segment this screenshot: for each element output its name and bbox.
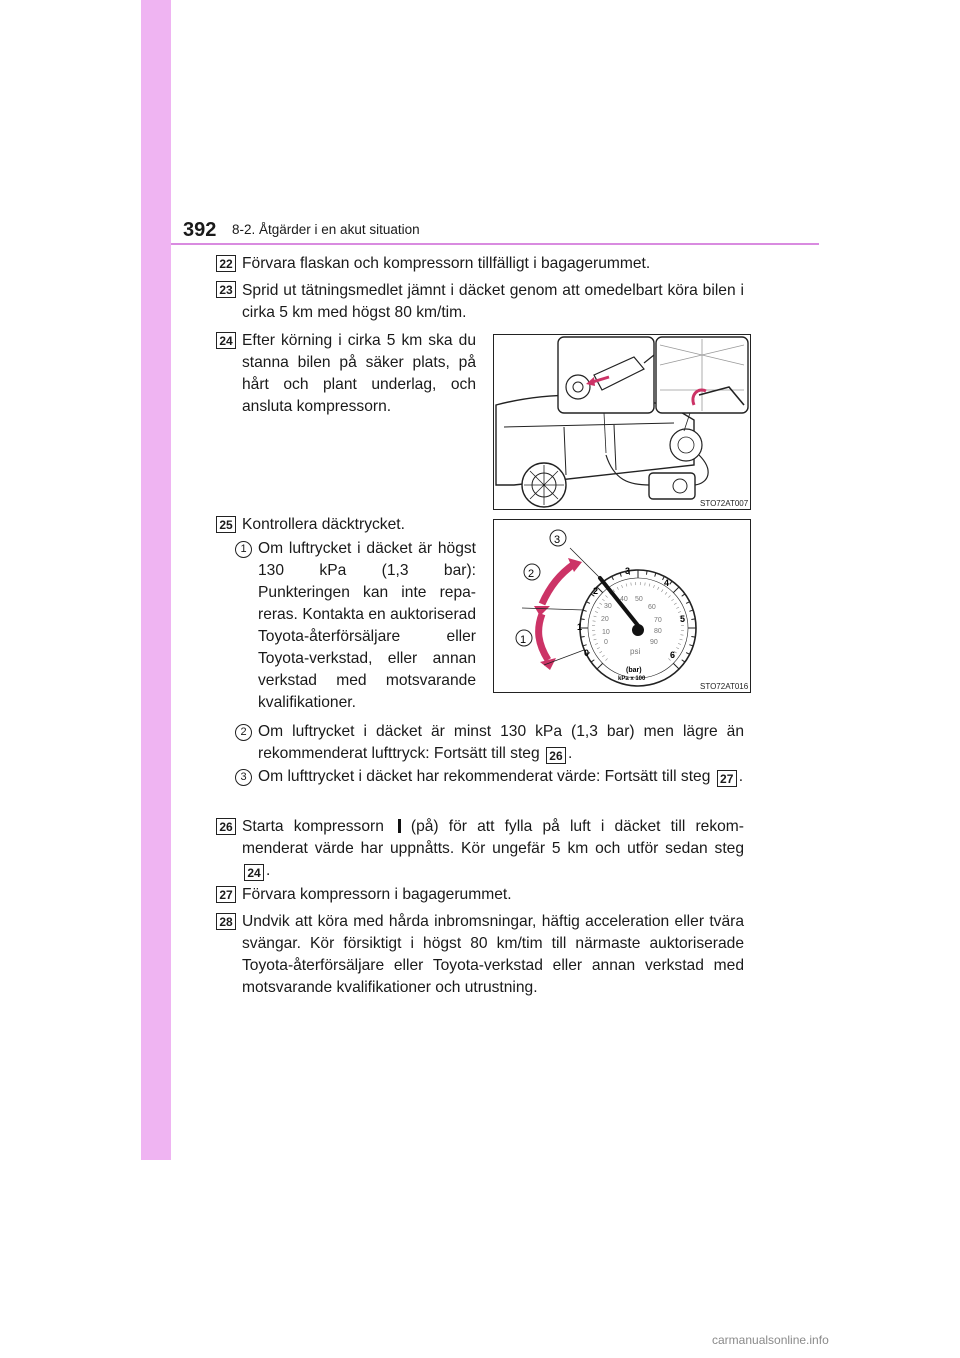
gauge-psi-label: 70	[654, 617, 662, 624]
step-badge-28: 28	[216, 913, 236, 930]
step-22-text: Förvara flaskan och kompressorn tillfälligt i bagagerummet.	[242, 255, 651, 272]
step-badge-22: 22	[216, 255, 236, 272]
sub-item-marker-3: 3	[235, 769, 252, 786]
gauge-psi-label: 60	[648, 604, 656, 611]
gauge-bar-label: 6	[670, 650, 676, 660]
sub-item-marker-2: 2	[235, 724, 252, 741]
step-26-text-a: Starta kompressorn	[242, 818, 384, 835]
step-26-text-b: (på) för att fylla på luft i däcket till rekommenderat värde har uppnåtts. Kör ungefär 5 km och utför sedan steg	[242, 818, 744, 857]
gauge-psi-label: 80	[654, 628, 662, 635]
gauge-bar-label: 1	[577, 622, 583, 632]
step-badge-23: 23	[216, 281, 236, 298]
car-compressor-illustration	[494, 335, 750, 509]
sub-item-2-text: Om luftrycket i däcket är minst 130 kPa (1,3 bar) men lägre än rekommenderat lufttryck: Fortsätt till steg	[258, 723, 744, 762]
step-26	[242, 816, 744, 882]
gauge-unit-sub: kPa x 100	[618, 676, 646, 682]
callout-3: 3	[554, 534, 561, 546]
gauge-psi-label: 40	[620, 596, 628, 603]
gauge-tick	[691, 619, 695, 620]
sub-item-3	[258, 766, 744, 788]
step-ref-24: 24	[244, 864, 264, 881]
gauge-bar-label: 4	[664, 578, 670, 588]
step-ref-27: 27	[717, 770, 737, 787]
gauge-bar-label: 3	[625, 566, 631, 576]
page-number: 392	[183, 219, 217, 241]
range-arrow-2	[542, 564, 574, 604]
figure-code: STO72AT007	[700, 499, 749, 508]
gauge-psi-label: 0	[604, 639, 608, 646]
step-26-end: .	[266, 862, 271, 879]
gauge-tick	[581, 619, 585, 620]
callout-1: 1	[520, 634, 527, 646]
range-arrow-1	[539, 614, 548, 660]
figure-pressure-gauge	[493, 519, 751, 693]
gauge-psi-label: 90	[650, 639, 658, 646]
figure-compressor-connection	[493, 334, 751, 510]
step-badge-25: 25	[216, 516, 236, 533]
step-ref-26: 26	[546, 747, 566, 764]
gauge-psi-unit: psi	[630, 647, 641, 656]
step-27-text: Förvara kompressorn i bagagerummet.	[242, 886, 512, 903]
gauge-tick	[691, 636, 695, 637]
step-28-text: Undvik att köra med hårda inbromsningar, häftig acceleration eller tvära svängar. Kör försiktigt i högst 80 km/tim till närmaste auktoriserade Toyota-återförsäljare eller Toyota-verkstad eller annan verkstad med motsvarande kvalifikationer och utrustning.	[242, 913, 744, 996]
callout-2: 2	[528, 568, 535, 580]
sub-item-3-end: .	[738, 768, 744, 785]
sub-item-3-text: Om lufttrycket i däcket har rekommenderat värde: Fortsätt till steg	[258, 768, 711, 785]
watermark: carmanualsonline.info	[712, 1333, 829, 1347]
section-title: 8-2. Åtgärder i en akut situation	[232, 222, 420, 237]
gauge-psi-label: 10	[602, 629, 610, 636]
gauge-bar-label: 0	[584, 648, 590, 658]
sidebar-tab	[141, 0, 171, 1160]
sub-item-marker-1: 1	[235, 541, 252, 558]
gauge-psi-label: 20	[601, 616, 609, 623]
figure-code: STO72AT016	[700, 682, 749, 691]
gauge-psi-label: 50	[635, 596, 643, 603]
gauge-illustration	[494, 520, 750, 692]
step-25-text: Kontrollera däcktrycket.	[242, 516, 405, 533]
step-24-text: Efter körning i cirka 5 km ska du stanna bilen på säker plats, på hårt och plant underlag, och ansluta kompressorn.	[242, 332, 476, 415]
header-divider	[171, 243, 819, 245]
step-badge-26: 26	[216, 818, 236, 835]
step-badge-27: 27	[216, 886, 236, 903]
gauge-hub	[632, 624, 644, 636]
gauge-psi-label: 30	[604, 603, 612, 610]
gauge-unit: (bar)	[626, 667, 642, 674]
gauge-tick	[581, 636, 585, 637]
gauge-bar-label: 2	[593, 586, 599, 596]
sub-item-1-text: Om luftrycket i däcket är högst 130 kPa (1,3 bar): Punkteringen kan inte repareras. Kontakta en auktoriserad Toyota-återförsäljare eller Toyota-verkstad, eller annan verkstad med motsvarande kvalifikationer.	[258, 540, 476, 711]
step-23-text: Sprid ut tätningsmedlet jämnt i däcket genom att omedelbart köra bilen i cirka 5 km med högst 80 km/tim.	[242, 282, 744, 321]
power-on-symbol	[398, 819, 401, 833]
gauge-tick	[646, 571, 647, 575]
sub-item-2-end: .	[567, 745, 573, 762]
step-badge-24: 24	[216, 332, 236, 349]
sub-item-2	[258, 721, 744, 765]
gauge-bar-label: 5	[680, 614, 686, 624]
